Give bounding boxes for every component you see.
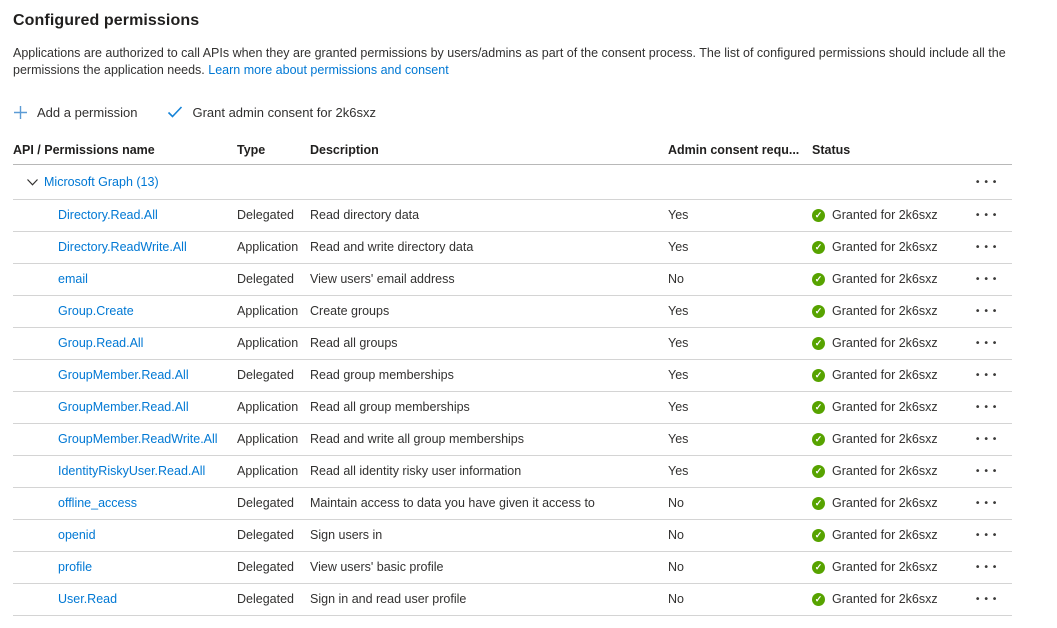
permission-description: Read group memberships [310, 359, 668, 391]
column-header-description[interactable]: Description [310, 137, 668, 164]
permission-name-link[interactable]: GroupMember.Read.All [58, 368, 189, 382]
admin-consent-required-value: Yes [668, 231, 812, 263]
permission-name-link[interactable]: Group.Read.All [58, 336, 144, 350]
permission-type: Delegated [237, 551, 310, 583]
permission-name-link[interactable]: profile [58, 560, 93, 574]
row-context-menu-button[interactable]: ••• [969, 592, 1000, 607]
description [13, 45, 1029, 79]
permission-row [13, 423, 1012, 455]
row-context-menu-button[interactable]: ••• [969, 464, 1000, 479]
permission-row [13, 551, 1012, 583]
status-text: Granted for 2k6sxz [832, 560, 938, 574]
permission-description: Read all groups [310, 327, 668, 359]
granted-check-icon: ✓ [812, 305, 825, 318]
page-title: Configured permissions [13, 12, 200, 29]
admin-consent-required-value: No [668, 263, 812, 295]
granted-check-icon: ✓ [812, 497, 825, 510]
permission-type: Application [237, 455, 310, 487]
permissions-table [13, 137, 1029, 616]
permission-name-link[interactable]: email [58, 272, 88, 286]
permission-description: Read and write all group memberships [310, 423, 668, 455]
row-context-menu-button[interactable]: ••• [969, 560, 1000, 575]
permission-description: View users' basic profile [310, 551, 668, 583]
status-text: Granted for 2k6sxz [832, 528, 938, 542]
status-text: Granted for 2k6sxz [832, 304, 938, 318]
granted-check-icon: ✓ [812, 273, 825, 286]
toolbar [13, 100, 1029, 124]
permission-type: Delegated [237, 487, 310, 519]
permission-type: Application [237, 231, 310, 263]
permission-name-link[interactable]: User.Read [58, 592, 118, 606]
row-context-menu-button[interactable]: ••• [969, 400, 1000, 415]
permission-name-link[interactable]: IdentityRiskyUser.Read.All [58, 464, 206, 478]
description-text: Applications are authorized to call APIs when they are granted permissions by users/admins as part of the consent process. The list of configured permissions should include all the permissions the application needs. [13, 46, 1006, 77]
status-text: Granted for 2k6sxz [832, 336, 938, 350]
status-text: Granted for 2k6sxz [832, 272, 938, 286]
permission-type: Delegated [237, 263, 310, 295]
admin-consent-required-value: No [668, 487, 812, 519]
api-group-link[interactable]: Microsoft Graph (13) [44, 174, 159, 189]
grant-admin-consent-label: Grant admin consent for 2k6sxz [192, 104, 376, 120]
status-text: Granted for 2k6sxz [832, 240, 938, 254]
row-context-menu-button[interactable]: ••• [969, 496, 1000, 511]
granted-check-icon: ✓ [812, 337, 825, 350]
permission-description: Read all identity risky user information [310, 455, 668, 487]
permission-type: Application [237, 327, 310, 359]
admin-consent-required-value: No [668, 551, 812, 583]
column-header-actions [963, 137, 1012, 164]
status-text: Granted for 2k6sxz [832, 464, 938, 478]
row-context-menu-button[interactable]: ••• [969, 175, 1000, 190]
granted-check-icon: ✓ [812, 465, 825, 478]
permission-name-link[interactable]: Directory.ReadWrite.All [58, 240, 187, 254]
permission-description: Read all group memberships [310, 391, 668, 423]
granted-check-icon: ✓ [812, 401, 825, 414]
column-header-admin-consent[interactable]: Admin consent requ... [668, 137, 812, 164]
granted-check-icon: ✓ [812, 529, 825, 542]
table-header-row [13, 137, 1012, 164]
permission-name-link[interactable]: GroupMember.ReadWrite.All [58, 432, 218, 446]
grant-admin-consent-button[interactable] [167, 105, 376, 120]
status-text: Granted for 2k6sxz [832, 592, 938, 606]
granted-check-icon: ✓ [812, 433, 825, 446]
admin-consent-required-value: Yes [668, 391, 812, 423]
status-text: Granted for 2k6sxz [832, 496, 938, 510]
row-context-menu-button[interactable]: ••• [969, 432, 1000, 447]
permission-type: Delegated [237, 199, 310, 231]
permission-type: Application [237, 423, 310, 455]
plus-icon [13, 105, 28, 120]
permission-type: Application [237, 295, 310, 327]
column-header-type[interactable]: Type [237, 137, 310, 164]
permission-row [13, 199, 1012, 231]
add-permission-label: Add a permission [37, 104, 138, 120]
permission-description: Create groups [310, 295, 668, 327]
permission-row [13, 583, 1012, 615]
permission-description: Sign users in [310, 519, 668, 551]
permission-row [13, 263, 1012, 295]
api-group-row[interactable] [13, 164, 1012, 199]
permission-row [13, 455, 1012, 487]
permission-name-link[interactable]: Group.Create [58, 304, 134, 318]
permission-name-link[interactable]: GroupMember.Read.All [58, 400, 189, 414]
granted-check-icon: ✓ [812, 241, 825, 254]
row-context-menu-button[interactable]: ••• [969, 528, 1000, 543]
permission-description: Sign in and read user profile [310, 583, 668, 615]
row-context-menu-button[interactable]: ••• [969, 240, 1000, 255]
row-context-menu-button[interactable]: ••• [969, 368, 1000, 383]
admin-consent-required-value: Yes [668, 423, 812, 455]
permission-row [13, 487, 1012, 519]
permission-name-link[interactable]: offline_access [58, 496, 137, 510]
granted-check-icon: ✓ [812, 369, 825, 382]
column-header-status[interactable]: Status [812, 137, 963, 164]
row-context-menu-button[interactable]: ••• [969, 272, 1000, 287]
learn-more-link[interactable]: Learn more about permissions and consent [208, 63, 449, 77]
permission-row [13, 231, 1012, 263]
permission-row [13, 327, 1012, 359]
granted-check-icon: ✓ [812, 593, 825, 606]
admin-consent-required-value: Yes [668, 359, 812, 391]
status-text: Granted for 2k6sxz [832, 208, 938, 222]
row-context-menu-button[interactable]: ••• [969, 304, 1000, 319]
admin-consent-required-value: No [668, 583, 812, 615]
admin-consent-required-value: Yes [668, 295, 812, 327]
checkmark-icon [167, 106, 183, 118]
permission-name-link[interactable]: Directory.Read.All [58, 208, 158, 222]
permission-type: Delegated [237, 359, 310, 391]
status-text: Granted for 2k6sxz [832, 368, 938, 382]
permission-description: Maintain access to data you have given it access to [310, 487, 668, 519]
row-context-menu-button[interactable]: ••• [969, 208, 1000, 223]
chevron-down-icon[interactable] [27, 179, 38, 186]
admin-consent-required-value: No [668, 519, 812, 551]
admin-consent-required-value: Yes [668, 199, 812, 231]
column-header-name[interactable]: API / Permissions name [13, 137, 237, 164]
permission-type: Application [237, 391, 310, 423]
status-text: Granted for 2k6sxz [832, 432, 938, 446]
permission-type: Delegated [237, 519, 310, 551]
permission-row [13, 295, 1012, 327]
permission-description: View users' email address [310, 263, 668, 295]
permission-type: Delegated [237, 583, 310, 615]
permission-row [13, 391, 1012, 423]
permission-row [13, 359, 1012, 391]
granted-check-icon: ✓ [812, 561, 825, 574]
row-context-menu-button[interactable]: ••• [969, 336, 1000, 351]
admin-consent-required-value: Yes [668, 327, 812, 359]
status-text: Granted for 2k6sxz [832, 400, 938, 414]
permission-description: Read and write directory data [310, 231, 668, 263]
add-permission-button[interactable] [13, 105, 137, 120]
permission-row [13, 519, 1012, 551]
admin-consent-required-value: Yes [668, 455, 812, 487]
permission-description: Read directory data [310, 199, 668, 231]
granted-check-icon: ✓ [812, 209, 825, 222]
permission-name-link[interactable]: openid [58, 528, 96, 542]
